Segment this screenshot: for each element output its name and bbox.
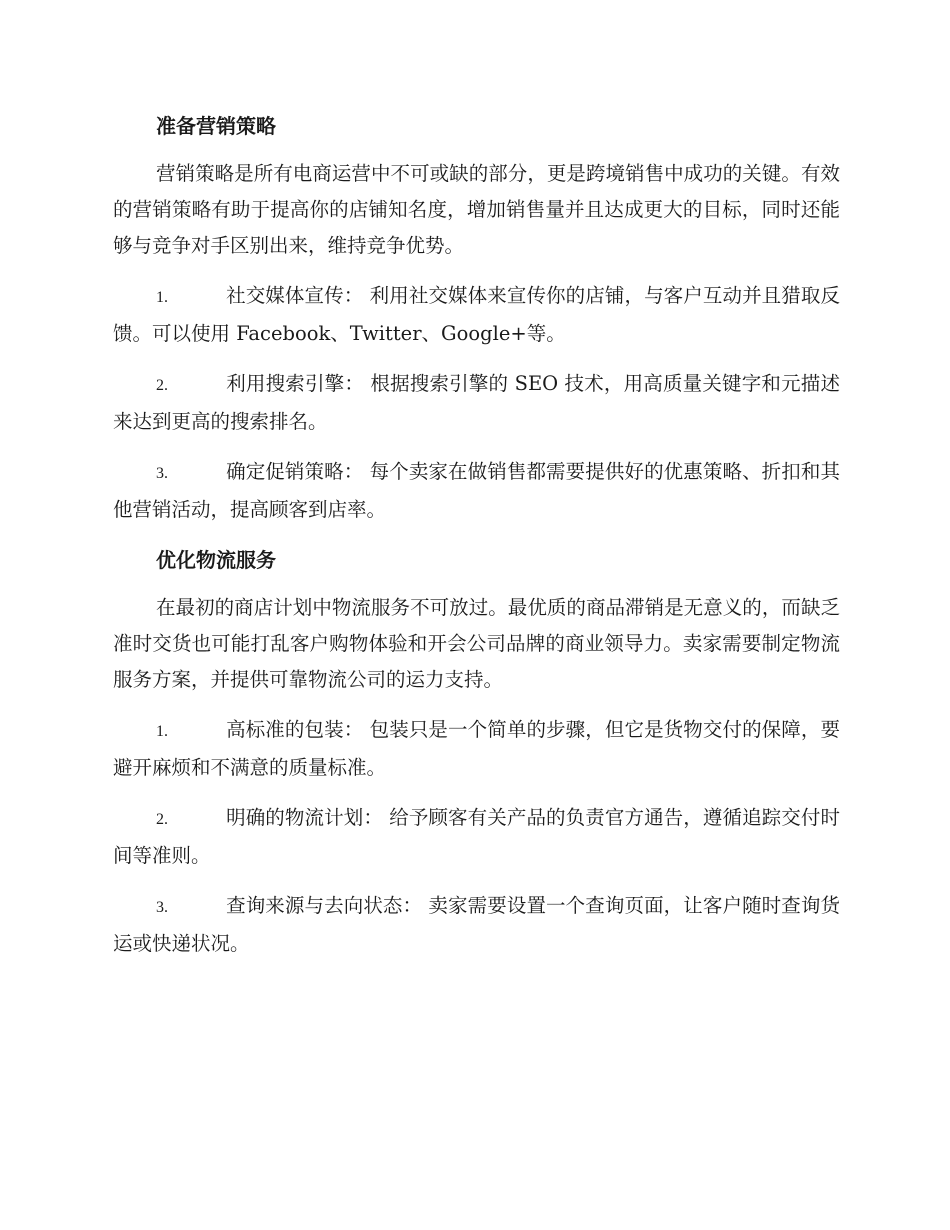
list-text: 利用搜索引擎： 根据搜索引擎的 SEO 技术，用高质量关键字和元描述来达到更高的搜索排名。 [113,372,840,433]
section-intro: 营销策略是所有电商运营中不可或缺的部分，更是跨境销售中成功的关键。有效的营销策略有助于提高你的店铺知名度，增加销售量并且达成更大的目标，同时还能够与竞争对手区别出来，维持竞争优势。 [113,162,840,257]
list-item [113,454,840,528]
section-logistics [113,542,840,962]
document-page [113,108,840,976]
list-text: 社交媒体宣传： 利用社交媒体来宣传你的店铺，与客户互动并且猎取反馈。可以使用 Facebook、Twitter、Google+等。 [113,284,840,345]
list-item [113,888,840,962]
list-item [113,278,840,352]
list-text: 查询来源与去向状态： 卖家需要设置一个查询页面，让客户随时查询货运或快递状况。 [113,894,840,955]
section-heading: 准备营销策略 [156,114,276,138]
list-text: 确定促销策略： 每个卖家在做销售都需要提供好的优惠策略、折扣和其他营销活动，提高顾客到店率。 [113,460,840,521]
list-number: 3. [156,465,168,482]
section-marketing [113,108,840,528]
list-text: 高标准的包装： 包装只是一个简单的步骤，但它是货物交付的保障，要避开麻烦和不满意的质量标准。 [113,718,840,779]
section-heading: 优化物流服务 [156,548,276,572]
list-text: 明确的物流计划： 给予顾客有关产品的负责官方通告，遵循追踪交付时间等准则。 [113,806,840,867]
list-number: 1. [156,289,168,306]
list-item [113,800,840,874]
section-intro: 在最初的商店计划中物流服务不可放过。最优质的商品滞销是无意义的，而缺乏准时交货也可能打乱客户购物体验和开会公司品牌的商业领导力。卖家需要制定物流服务方案，并提供可靠物流公司的运力支持。 [113,596,840,691]
list-item [113,366,840,440]
list-number: 1. [156,723,168,740]
list-number: 2. [156,377,168,394]
list-number: 3. [156,899,168,916]
list-item [113,712,840,786]
list-number: 2. [156,811,168,828]
